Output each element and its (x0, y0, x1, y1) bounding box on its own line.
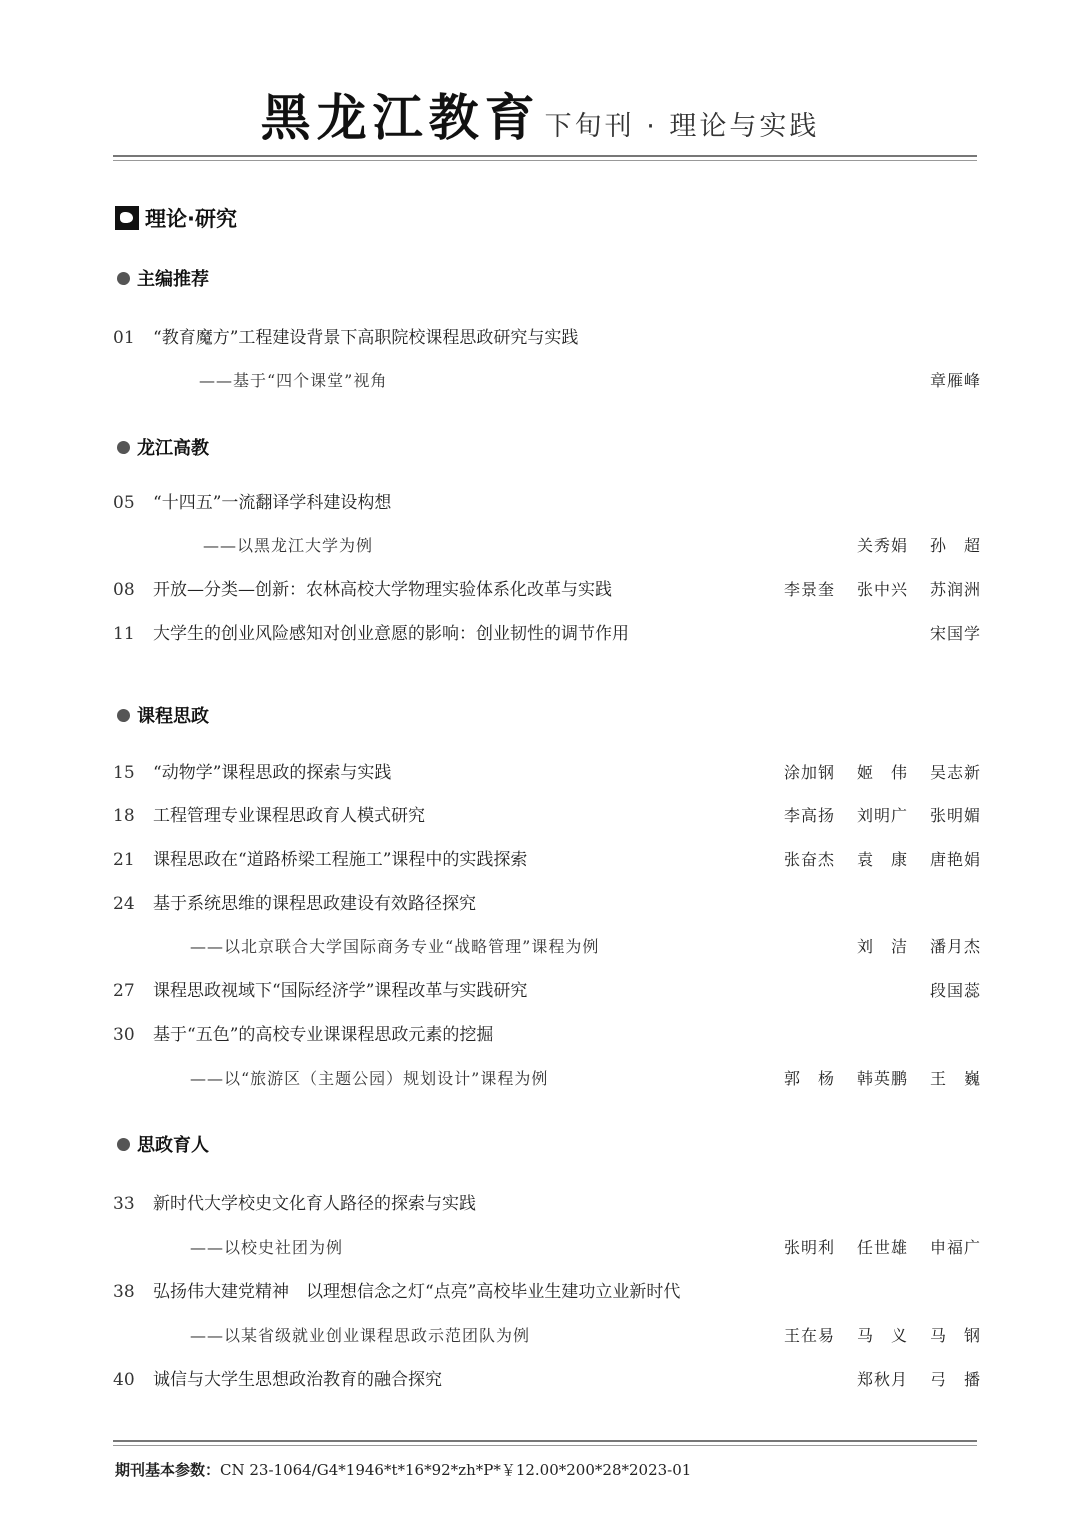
header-rule-thin (113, 160, 977, 161)
footer-rule (113, 1440, 977, 1442)
authors (857, 534, 981, 558)
author: 张奋杰 (783, 850, 835, 869)
author: 马 义 (856, 1326, 908, 1345)
page-number: 05 (113, 493, 135, 513)
page-number: 21 (113, 850, 135, 870)
article-subtitle: ——以黑龙江大学为例 (203, 536, 374, 555)
parameters-value: CN 23-1064/G4*1946*t*16*92*zh*P*￥12.00*200*28*2023-01 (220, 1461, 692, 1479)
author: 王在易 (783, 1326, 835, 1345)
toc-entry[interactable] (113, 1192, 981, 1216)
authors (784, 578, 981, 602)
toc-entry[interactable] (113, 491, 981, 515)
toc-subtitle-line (113, 935, 981, 959)
author: 袁 康 (856, 850, 908, 869)
author: 段国蕊 (929, 981, 981, 1000)
article-title: 课程思政视域下“国际经济学”课程改革与实践研究 (153, 981, 528, 1001)
bullet-icon (117, 441, 130, 454)
category-heading: 思政育人 (117, 1132, 209, 1156)
footer-rule-thin (113, 1445, 977, 1446)
page-number: 08 (113, 580, 135, 600)
article-title: 基于系统思维的课程思政建设有效路径探究 (153, 894, 476, 914)
author: 姬 伟 (856, 763, 908, 782)
author: 李景奎 (783, 580, 835, 599)
toc-entry[interactable] (113, 848, 981, 872)
authors (784, 848, 981, 872)
article-title: “十四五”一流翻译学科建设构想 (153, 493, 392, 513)
page-number: 30 (113, 1025, 135, 1045)
bullet-icon (117, 709, 130, 722)
section-header (115, 203, 237, 233)
article-title: “动物学”课程思政的探索与实践 (153, 763, 392, 783)
article-title: 新时代大学校史文化育人路径的探索与实践 (153, 1194, 476, 1214)
page-number: 01 (113, 328, 135, 348)
author: 张明媚 (929, 806, 981, 825)
author: 宋国学 (929, 624, 981, 643)
author: 李高扬 (783, 806, 835, 825)
page-number: 24 (113, 894, 135, 914)
toc-entry[interactable] (113, 892, 981, 916)
author: 张明利 (783, 1238, 835, 1257)
article-title: 诚信与大学生思想政治教育的融合探究 (153, 1370, 442, 1390)
journal-subtitle: 下旬刊 · 理论与实践 (544, 111, 820, 142)
author: 苏润洲 (929, 580, 981, 599)
authors (930, 622, 981, 646)
category-heading: 主编推荐 (117, 266, 209, 290)
map-icon (115, 206, 139, 230)
article-title: 基于“五色”的高校专业课课程思政元素的挖掘 (153, 1025, 494, 1045)
author: 韩英鹏 (856, 1069, 908, 1088)
article-subtitle: ——以校史社团为例 (190, 1238, 344, 1257)
page-number: 33 (113, 1194, 135, 1214)
page-number: 11 (113, 624, 135, 644)
journal-parameters (115, 1459, 691, 1480)
authors (857, 1368, 981, 1392)
toc-entry[interactable] (113, 979, 981, 1003)
bullet-icon (117, 272, 130, 285)
page-number: 18 (113, 806, 135, 826)
authors (930, 369, 981, 393)
toc-entry[interactable] (113, 761, 981, 785)
authors (857, 935, 981, 959)
page-number: 15 (113, 763, 135, 783)
article-title: 大学生的创业风险感知对创业意愿的影响：创业韧性的调节作用 (153, 624, 629, 644)
header-rule (113, 155, 977, 157)
toc-entry[interactable] (113, 326, 981, 350)
toc-entry[interactable] (113, 578, 981, 602)
toc-entry[interactable] (113, 1023, 981, 1047)
author: 马 钢 (929, 1326, 981, 1345)
article-title: 工程管理专业课程思政育人模式研究 (153, 806, 425, 826)
author: 弓 播 (929, 1370, 981, 1389)
category-heading: 课程思政 (117, 703, 209, 727)
author: 章雁峰 (929, 371, 981, 390)
author: 申福广 (929, 1238, 981, 1257)
authors (784, 761, 981, 785)
author: 孙 超 (929, 536, 981, 555)
author: 任世雄 (856, 1238, 908, 1257)
toc-subtitle-line (113, 534, 981, 558)
article-title: “教育魔方”工程建设背景下高职院校课程思政研究与实践 (153, 328, 579, 348)
author: 张中兴 (856, 580, 908, 599)
toc-entry[interactable] (113, 622, 981, 646)
article-subtitle: ——基于“四个课堂”视角 (199, 371, 388, 390)
authors (784, 1067, 981, 1091)
toc-subtitle-line (113, 1067, 981, 1091)
parameters-label: 期刊基本参数： (115, 1461, 221, 1479)
author: 郭 杨 (783, 1069, 835, 1088)
author: 唐艳娟 (929, 850, 981, 869)
article-title: 弘扬伟大建党精神 以理想信念之灯“点亮”高校毕业生建功立业新时代 (153, 1282, 681, 1302)
toc-entry[interactable] (113, 804, 981, 828)
author: 郑秋月 (856, 1370, 908, 1389)
author: 潘月杰 (929, 937, 981, 956)
article-title: 开放—分类—创新：农林高校大学物理实验体系化改革与实践 (153, 580, 612, 600)
bullet-icon (117, 1138, 130, 1151)
author: 关秀娟 (856, 536, 908, 555)
article-title: 课程思政在“道路桥梁工程施工”课程中的实践探索 (153, 850, 528, 870)
author: 王 巍 (929, 1069, 981, 1088)
page-number: 27 (113, 981, 135, 1001)
toc-entry[interactable] (113, 1280, 981, 1304)
masthead (0, 78, 1080, 150)
page-number: 40 (113, 1370, 135, 1390)
authors (784, 1236, 981, 1260)
section-title: 理论·研究 (145, 207, 237, 231)
author: 刘 洁 (856, 937, 908, 956)
author: 涂加钢 (783, 763, 835, 782)
toc-subtitle-line (113, 1236, 981, 1260)
toc-subtitle-line (113, 369, 981, 393)
article-subtitle: ——以“旅游区（主题公园）规划设计”课程为例 (190, 1069, 549, 1088)
author: 刘明广 (856, 806, 908, 825)
authors (784, 804, 981, 828)
page-number: 38 (113, 1282, 135, 1302)
journal-title: 黑龙江教育 (260, 88, 541, 147)
author: 吴志新 (929, 763, 981, 782)
authors (930, 979, 981, 1003)
toc-entry[interactable] (113, 1368, 981, 1392)
toc-subtitle-line (113, 1324, 981, 1348)
category-heading: 龙江高教 (117, 435, 209, 459)
authors (784, 1324, 981, 1348)
article-subtitle: ——以北京联合大学国际商务专业“战略管理”课程为例 (190, 937, 600, 956)
article-subtitle: ——以某省级就业创业课程思政示范团队为例 (190, 1326, 531, 1345)
